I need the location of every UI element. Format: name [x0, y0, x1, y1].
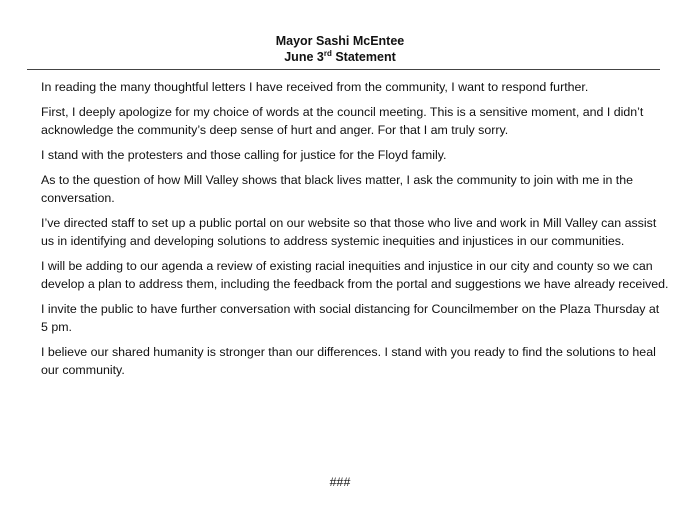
header-divider — [27, 69, 660, 70]
header-date-rest: Statement — [331, 50, 396, 64]
paragraph: In reading the many thoughtful letters I have received from the community, I want to respond further. — [41, 80, 589, 94]
paragraph: I stand with the protesters and those calling for justice for the Floyd family. — [41, 148, 447, 162]
paragraph: I will be adding to our agenda a review of existing racial inequities and injustice in our city and county so we can develop a plan to address them, including the feedback from the portal and suggestions we have already received. — [41, 259, 669, 291]
statement-header — [0, 33, 680, 65]
end-mark: ### — [329, 475, 351, 489]
paragraph: I believe our shared humanity is stronger than our differences. I stand with you ready to find the solutions to heal our community. — [41, 345, 656, 377]
header-date-prefix: June 3 — [284, 50, 324, 64]
header-date — [0, 49, 680, 65]
paragraph: I invite the public to have further conversation with social distancing for Councilmember on the Plaza Thursday at 5 pm. — [41, 302, 660, 334]
paragraph: I’ve directed staff to set up a public portal on our website so that those who live and work in Mill Valley can assist us in identifying and developing solutions to address systemic inequities and injustices in our communities. — [41, 216, 657, 248]
header-date-suffix: rd — [323, 49, 332, 58]
header-title: Mayor Sashi McEntee — [275, 34, 405, 48]
statement-body — [41, 78, 669, 386]
paragraph: As to the question of how Mill Valley shows that black lives matter, I ask the community to join with me in the conversation. — [41, 173, 634, 205]
paragraph: First, I deeply apologize for my choice of words at the council meeting. This is a sensitive moment, and I didn’t acknowledge the community’s deep sense of hurt and anger. For that I am truly sorry. — [41, 105, 644, 137]
